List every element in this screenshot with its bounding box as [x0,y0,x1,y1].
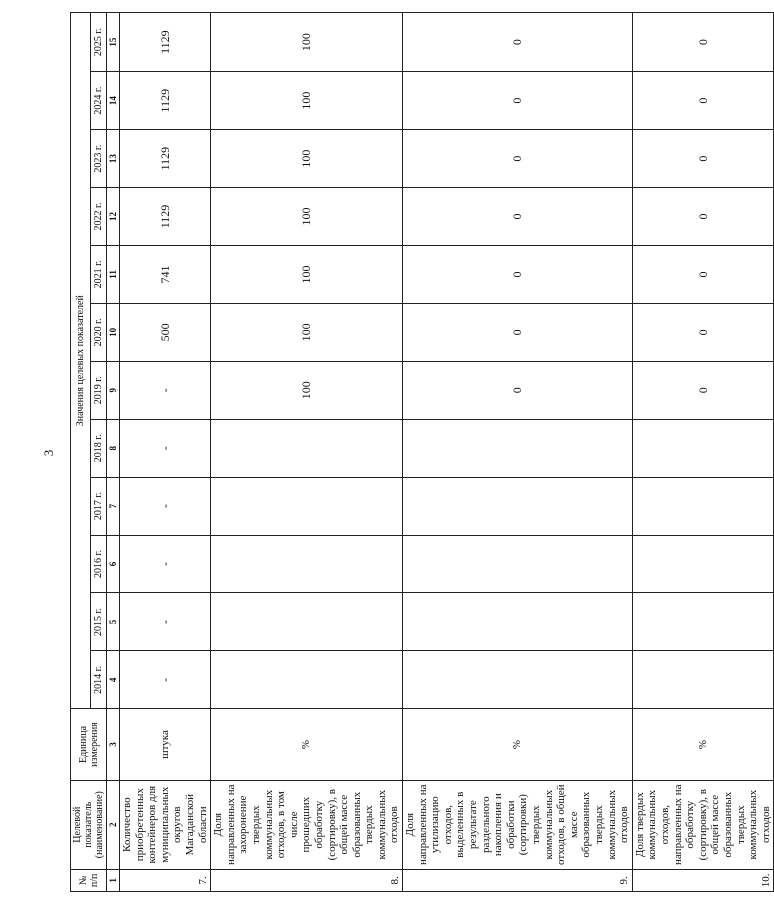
value-cell: 0 [632,72,774,130]
column-index: 5 [107,593,120,651]
column-index: 11 [107,245,120,303]
row-number: 7. [120,869,211,891]
value-cell [211,477,403,535]
table-row [211,13,403,892]
indicator-name: Доля направленных на утилизацию отходов, выделенных в результате раздельного накопления и обработки (сортировки) твердых коммунальных отходов, в общей массе образованных твердых коммунальных отходов [403,780,633,869]
row-number: 9. [403,869,633,891]
value-cell: - [120,477,211,535]
rotated-table-container [70,12,772,892]
target-indicators-table [70,12,774,892]
value-cell: 1129 [120,188,211,246]
table-row [120,13,211,892]
value-cell: 0 [403,13,633,72]
column-index: 8 [107,419,120,477]
header-no: № п/п [71,869,107,891]
table-row [632,13,774,892]
row-number: 10. [632,869,774,891]
table-row [403,13,633,892]
column-index: 3 [107,709,120,780]
value-cell: 741 [120,245,211,303]
header-year: 2018 г. [91,419,107,477]
header-year: 2025 г. [91,13,107,72]
value-cell: 0 [632,361,774,419]
header-unit: Единица измерения [71,709,107,780]
value-cell: 0 [403,130,633,188]
value-cell: 0 [403,245,633,303]
value-cell [211,593,403,651]
value-cell [211,535,403,593]
value-cell: 100 [211,245,403,303]
value-cell: - [120,419,211,477]
value-cell: 0 [403,361,633,419]
unit-cell: % [403,709,633,780]
unit-cell: % [211,709,403,780]
page-number: 3 [41,449,56,457]
value-cell: 100 [211,13,403,72]
value-cell: 100 [211,303,403,361]
column-index: 15 [107,13,120,72]
column-index: 13 [107,130,120,188]
value-cell: 500 [120,303,211,361]
header-year: 2021 г. [91,245,107,303]
header-year: 2017 г. [91,477,107,535]
header-values-group: Значения целевых показателей [71,13,91,709]
value-cell [632,593,774,651]
value-cell [403,535,633,593]
value-cell: 100 [211,72,403,130]
value-cell: 100 [211,188,403,246]
value-cell [403,477,633,535]
value-cell: 1129 [120,13,211,72]
column-index: 10 [107,303,120,361]
value-cell: 0 [403,303,633,361]
value-cell: 0 [632,245,774,303]
header-year: 2019 г. [91,361,107,419]
value-cell: - [120,593,211,651]
column-index: 9 [107,361,120,419]
column-index: 2 [107,780,120,869]
column-index: 14 [107,72,120,130]
value-cell [211,419,403,477]
header-year: 2015 г. [91,593,107,651]
header-year: 2023 г. [91,130,107,188]
value-cell [632,477,774,535]
value-cell [403,593,633,651]
value-cell [632,651,774,709]
column-index: 7 [107,477,120,535]
value-cell: 0 [632,188,774,246]
value-cell: 0 [403,72,633,130]
value-cell [211,651,403,709]
value-cell: 1129 [120,72,211,130]
unit-cell: штука [120,709,211,780]
value-cell: - [120,535,211,593]
header-year: 2016 г. [91,535,107,593]
unit-cell: % [632,709,774,780]
indicator-name: Количество приобретенных контейнеров для муниципальных округов Магаданской области [120,780,211,869]
value-cell [632,419,774,477]
value-cell: 100 [211,361,403,419]
header-year: 2014 г. [91,651,107,709]
column-index: 6 [107,535,120,593]
header-year: 2024 г. [91,72,107,130]
row-number: 8. [211,869,403,891]
value-cell [403,419,633,477]
value-cell: 0 [632,303,774,361]
value-cell: - [120,361,211,419]
value-cell [632,535,774,593]
value-cell: - [120,651,211,709]
value-cell: 0 [632,13,774,72]
header-year: 2022 г. [91,188,107,246]
indicator-name: Доля твердых коммунальных отходов, направленных на обработку (сортировку), в общей массе образованных твердых коммунальных отходов [632,780,774,869]
value-cell: 0 [632,130,774,188]
column-index: 4 [107,651,120,709]
value-cell: 0 [403,188,633,246]
value-cell: 1129 [120,130,211,188]
indicator-name: Доля направленных на захоронение твердых коммунальных отходов, в том числе прошедших обработку (сортировку), в общей массе образованных твердых коммунальных отходов [211,780,403,869]
header-indicator: Целевой показатель (наименование) [71,780,107,869]
column-index: 12 [107,188,120,246]
header-year: 2020 г. [91,303,107,361]
value-cell [403,651,633,709]
value-cell: 100 [211,130,403,188]
column-index: 1 [107,869,120,891]
